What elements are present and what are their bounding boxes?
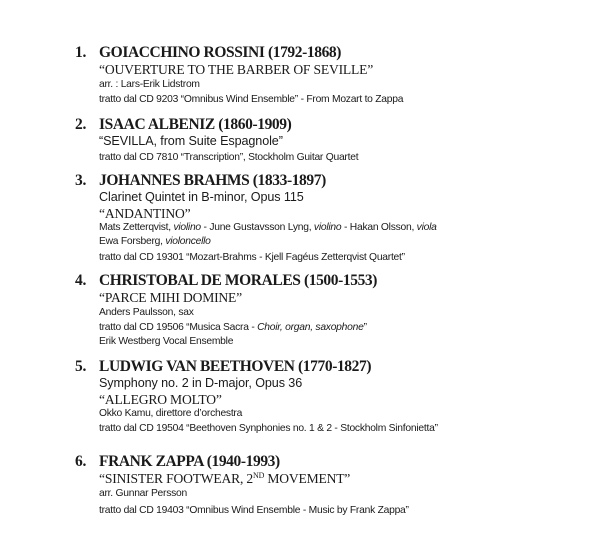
track-details — [99, 272, 569, 349]
performer: Anders Paulsson, sax — [99, 306, 194, 318]
instrument-text: violino — [173, 222, 201, 233]
piece-title: “SEVILLA, from Suite Espagnole” — [99, 134, 283, 148]
instrument-text: Choir, organ, saxophone — [257, 321, 364, 333]
piece-title — [99, 471, 569, 487]
piece-title-text: “SINISTER FOOTWEAR, 2 — [99, 471, 254, 486]
source-cd — [99, 321, 569, 335]
instrument-text: viola — [416, 222, 437, 233]
arranger: arr. : Lars-Erik Lidstrom — [99, 78, 200, 90]
text-run: - June Gustavsson Lyng, — [200, 222, 314, 233]
track-number: 6. — [75, 453, 87, 470]
composer-name: JOHANNES BRAHMS (1833-1897) — [99, 172, 326, 189]
text-run: - Hakan Olsson, — [341, 222, 417, 233]
source-cd: tratto dal CD 9203 “Omnibus Wind Ensemble” - From Mozart to Zappa — [99, 93, 404, 105]
track-number: 3. — [75, 172, 87, 189]
composer-name: GOIACCHINO ROSSINI (1792-1868) — [99, 44, 342, 61]
ordinal-suffix: ND — [253, 471, 265, 480]
text-run: Ewa Forsberg, — [99, 236, 166, 248]
source-cd: tratto dal CD 7810 “Transcription”, Stockholm Guitar Quartet — [99, 151, 359, 163]
track-details — [99, 172, 569, 265]
composer-name: FRANK ZAPPA (1940-1993) — [99, 453, 280, 470]
track-details — [99, 44, 569, 107]
piece-title: “ANDANTINO” — [99, 205, 191, 221]
piece-title: “ALLEGRO MOLTO” — [99, 391, 222, 407]
piece-title-text: MOVEMENT” — [264, 471, 351, 486]
performers-line — [99, 221, 569, 235]
track-details — [99, 453, 569, 518]
track-number: 1. — [75, 44, 87, 61]
track-details — [99, 116, 569, 165]
composer-name: CHRISTOBAL DE MORALES (1500-1553) — [99, 272, 378, 289]
instrument-text: violoncello — [165, 236, 211, 248]
work-title: Symphony no. 2 in D-major, Opus 36 — [99, 376, 303, 390]
piece-title: “OUVERTURE TO THE BARBER OF SEVILLE” — [99, 62, 374, 77]
ensemble: Erik Westberg Vocal Ensemble — [99, 336, 234, 348]
track-details — [99, 358, 569, 437]
conductor: Okko Kamu, direttore d’orchestra — [99, 408, 243, 419]
track-number: 4. — [75, 272, 87, 289]
arranger: arr. Gunnar Persson — [99, 487, 187, 499]
instrument-text: violino — [313, 222, 342, 233]
track-number: 2. — [75, 116, 87, 133]
work-title: Clarinet Quintet in B-minor, Opus 115 — [99, 190, 304, 204]
composer-name: ISAAC ALBENIZ (1860-1909) — [99, 116, 292, 133]
text-run: ” — [363, 321, 367, 333]
composer-name: LUDWIG VAN BEETHOVEN (1770-1827) — [99, 358, 372, 375]
text-run: Mats Zetterqvist, — [99, 222, 174, 233]
performers-line — [99, 235, 569, 249]
source-cd: tratto dal CD 19301 “Mozart-Brahms - Kjell Fagéus Zetterqvist Quartet” — [99, 251, 405, 263]
track-number: 5. — [75, 358, 87, 375]
piece-title: “PARCE MIHI DOMINE” — [99, 290, 242, 305]
source-cd: tratto dal CD 19403 “Omnibus Wind Ensemble - Music by Frank Zappa” — [99, 504, 409, 516]
source-cd: tratto dal CD 19504 “Beethoven Synphonies no. 1 & 2 - Stockholm Sinfonietta” — [99, 423, 438, 435]
text-run: tratto dal CD 19506 “Musica Sacra - — [99, 321, 258, 333]
